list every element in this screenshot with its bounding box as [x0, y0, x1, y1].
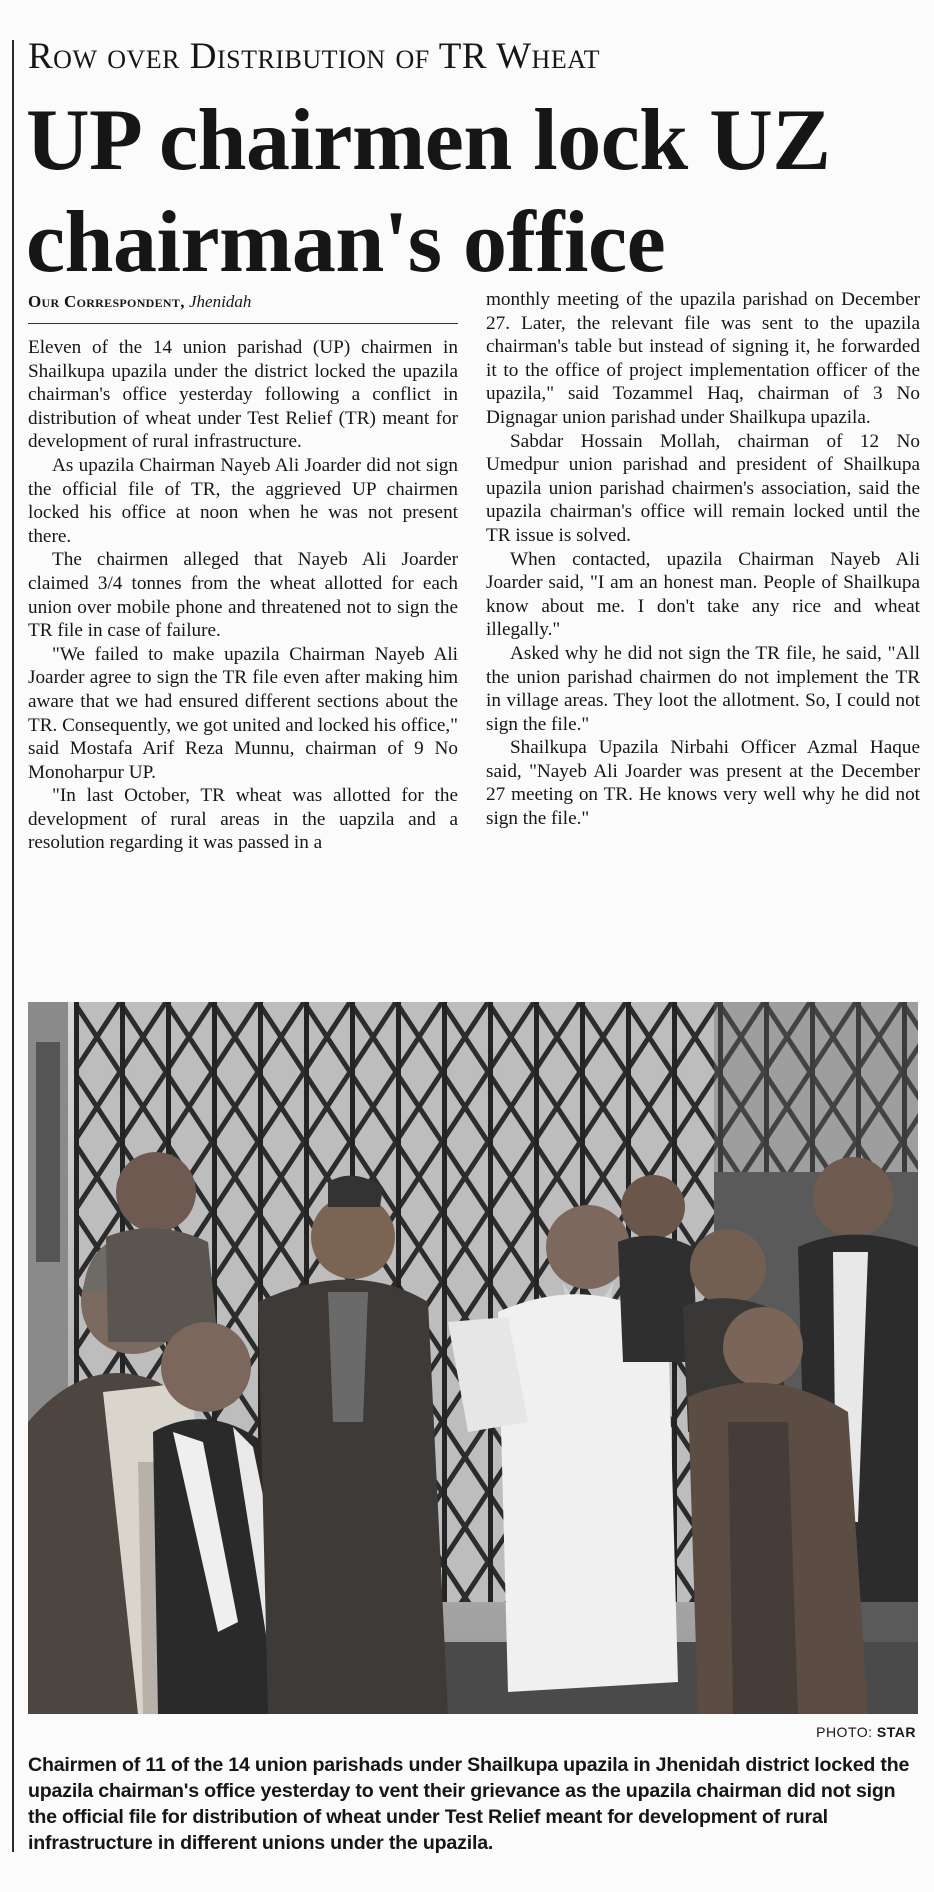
paragraph: As upazila Chairman Nayeb Ali Joarder did not sign the official file of TR, the aggrieved UP chairmen locked his office at noon when he was not present there.: [28, 454, 458, 547]
paragraph: "We failed to make upazila Chairman Nayeb Ali Joarder agree to sign the TR file even after making him aware that we had ensured different sections about the TR. Consequently, we got united and locked his office," said Mostafa Arif Reza Munnu, chairman of 9 No Monoharpur UP.: [28, 643, 458, 783]
paragraph: "In last October, TR wheat was allotted for the development of rural areas in the uapzila and a resolution regarding it was passed in a: [28, 785, 458, 854]
paragraph: Eleven of the 14 union parishad (UP) chairmen in Shailkupa upazila under the district locked the upazila chairman's office yesterday following a conflict in distribution of wheat under Test Relief (TR) meant for development of rural infrastructure.: [28, 337, 458, 453]
paragraph: When contacted, upazila Chairman Nayeb Ali Joarder said, "I am an honest man. People of Shailkupa know about me. I don't take any rice and wheat illegally.": [486, 548, 920, 641]
paragraph: monthly meeting of the upazila parishad on December 27. Later, the relevant file was sent to the upazila chairman's table but instead of signing it, he forwarded it to the office of project implementation officer of the upazila," said Tozammel Haq, chairman of 3 No Dignagar union parishad under Shailkupa upazila.: [486, 289, 920, 428]
byline-name: Our Correspondent,: [28, 292, 185, 311]
news-photo: [28, 1002, 918, 1714]
kicker: Row over Distribution of TR Wheat: [28, 36, 600, 77]
article-column-1: [28, 336, 458, 855]
byline-place: Jhenidah: [189, 292, 252, 311]
byline: [28, 292, 251, 312]
photo-credit-source: STAR: [876, 1724, 916, 1740]
photo-illustration: [28, 1002, 918, 1714]
headline: UP chairmen lock UZ chairman's office: [26, 92, 831, 291]
photo-credit-label: PHOTO:: [816, 1724, 873, 1740]
photo-caption: Chairmen of 11 of the 14 union parishads under Shailkupa upazila in Jhenidah district locked the upazila chairman's office yesterday to vent their grievance as the upazila chairman did not sign the official file for distribution of wheat under Test Relief meant for development of rural infrastructure in different unions under the upazila.: [28, 1754, 910, 1854]
photo-credit: [816, 1724, 916, 1740]
paragraph: Asked why he did not sign the TR file, he said, "All the union parishad chairmen do not implement the TR in village areas. They loot the allotment. So, I could not sign the file.": [486, 642, 920, 735]
byline-rule: [28, 323, 458, 324]
paragraph: Shailkupa Upazila Nirbahi Officer Azmal Haque said, "Nayeb Ali Joarder was present at the December 27 meeting on TR. He knows very well why he did not sign the file.": [486, 737, 920, 830]
paragraph: The chairmen alleged that Nayeb Ali Joarder claimed 3/4 tonnes from the wheat allotted for each union over mobile phone and threatened not to sign the TR file in case of failure.: [28, 549, 458, 642]
column-rule: [12, 40, 14, 1852]
article-column-2: [486, 288, 920, 831]
paragraph: Sabdar Hossain Mollah, chairman of 12 No Umedpur union parishad and president of Shailkupa upazila union parishad chairmen's association, said the upazila chairman's office will remain locked until the TR issue is solved.: [486, 430, 920, 546]
